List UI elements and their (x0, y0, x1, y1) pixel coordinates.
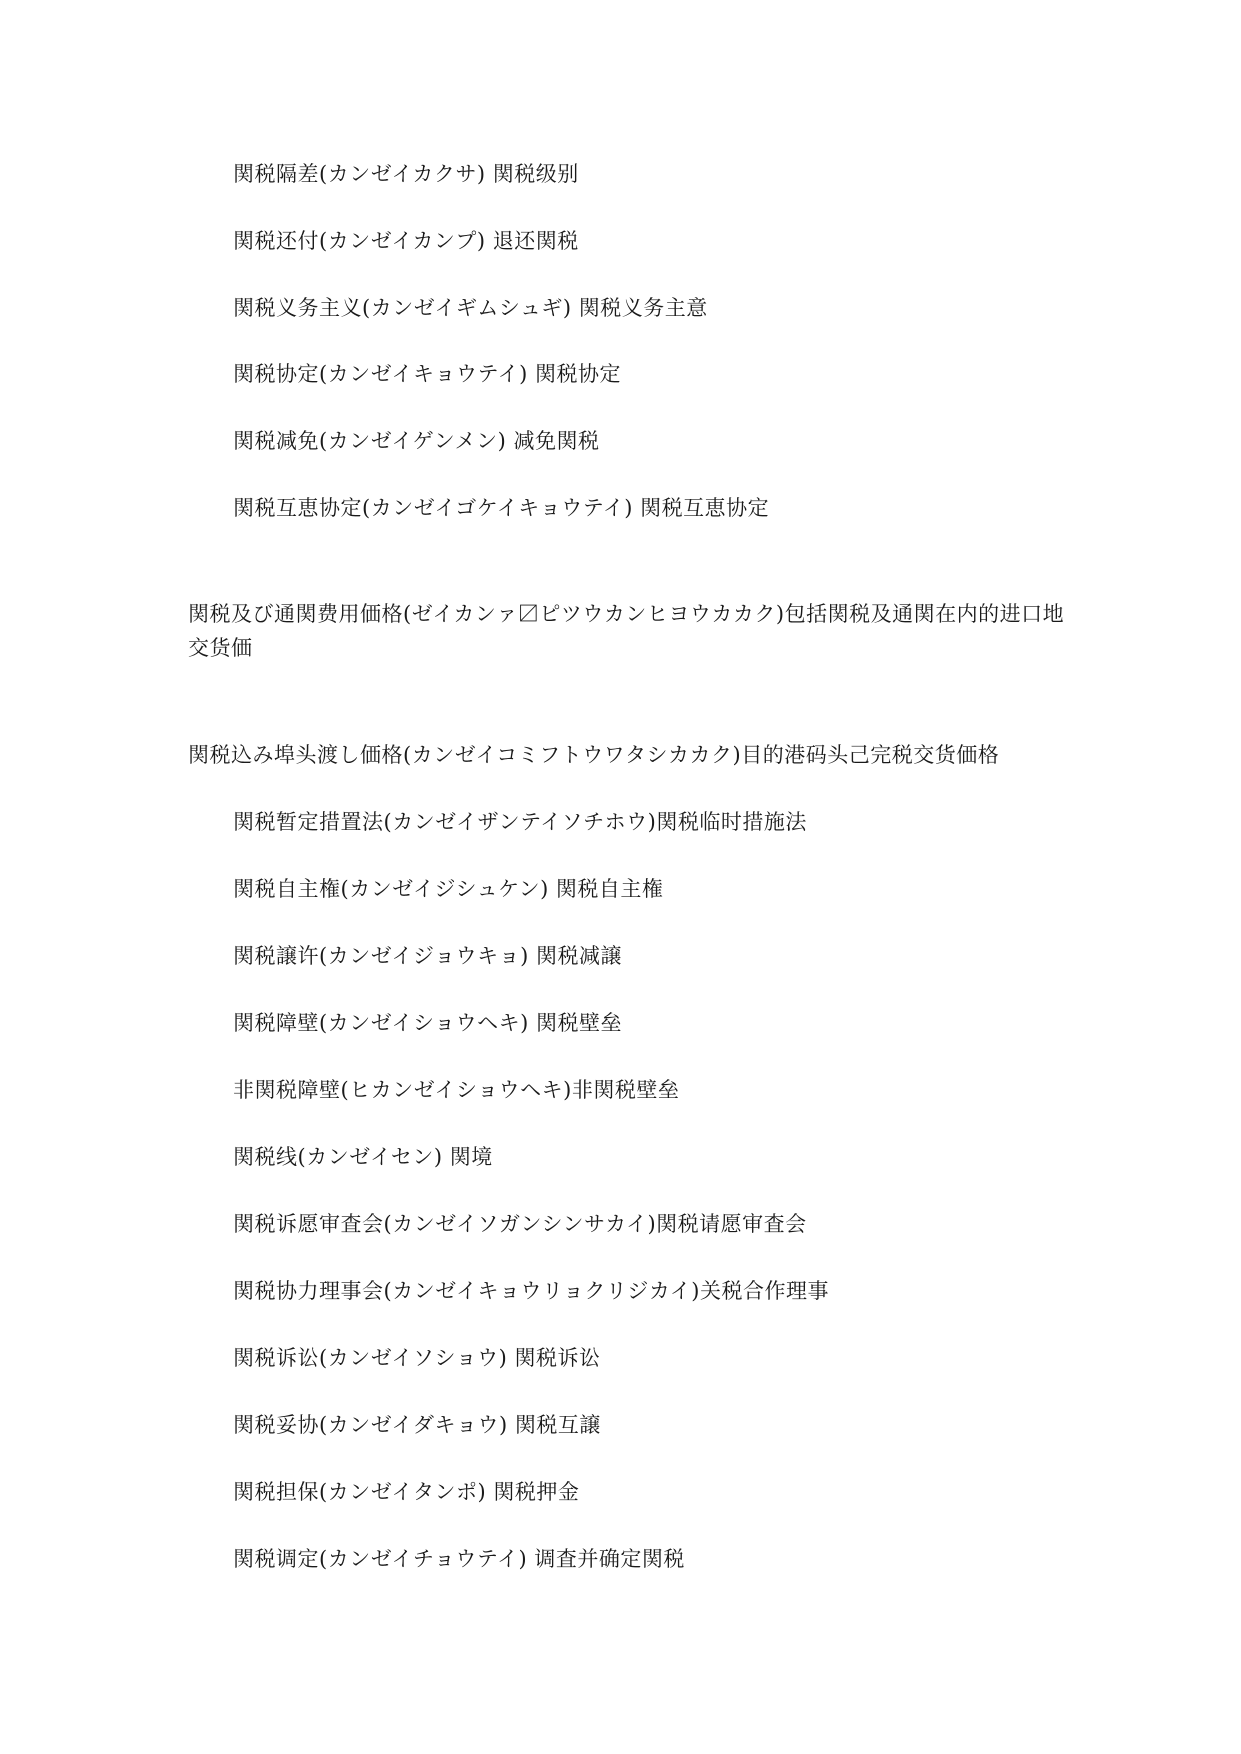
glossary-entry: 関税隔差(カンゼイカクサ) 関税级别 (233, 162, 579, 186)
glossary-entry: 関税込み埠头渡し価格(カンゼイコミフトウワタシカカク)目的港码头己完税交货価格 (188, 743, 1000, 767)
glossary-entry: 関税诉愿审査会(カンゼイソガンシンサカイ)関税请愿审査会 (233, 1212, 807, 1236)
glossary-entry: 関税妥协(カンゼイダキョウ) 関税互譲 (233, 1413, 601, 1437)
glossary-entry: 関税义务主义(カンゼイギムシュギ) 関税义务主意 (233, 296, 708, 320)
glossary-entry: 関税减免(カンゼイゲンメン) 减免関税 (233, 429, 600, 453)
glossary-entry: 関税协力理事会(カンゼイキョウリョクリジカイ)关税合作理事 (233, 1279, 829, 1303)
glossary-entry: 関税协定(カンゼイキョウテイ) 関税协定 (233, 362, 621, 386)
glossary-entry: 関税线(カンゼイセン) 関境 (233, 1145, 493, 1169)
glossary-entry: 関税障壁(カンゼイショウヘキ) 関税壁垒 (233, 1011, 623, 1035)
glossary-entry: 関税还付(カンゼイカンプ) 退还関税 (233, 229, 579, 253)
glossary-entry: 関税譲许(カンゼイジョウキョ) 関税减譲 (233, 944, 623, 968)
glossary-entry: 関税担保(カンゼイタンポ) 関税押金 (233, 1480, 580, 1504)
glossary-entry: 関税互恵协定(カンゼイゴケイキョウテイ) 関税互恵协定 (233, 496, 770, 520)
glossary-entry: 関税诉讼(カンゼイソショウ) 関税诉讼 (233, 1346, 601, 1370)
glossary-entry: 非関税障壁(ヒカンゼイショウヘキ)非関税壁垒 (233, 1078, 680, 1102)
glossary-entry: 関税自主権(カンゼイジシュケン) 関税自主権 (233, 877, 664, 901)
glossary-entry: 関税及び通関费用価格(ゼイカンァ〼ピツウカンヒヨウカカク)包括関税及通関在内的进口地交货価 (188, 602, 1065, 660)
glossary-entry: 関税暂定措置法(カンゼイザンテイソチホウ)関税临时措施法 (233, 810, 807, 834)
glossary-entry: 関税调定(カンゼイチョウテイ) 调査并确定関税 (233, 1547, 685, 1571)
